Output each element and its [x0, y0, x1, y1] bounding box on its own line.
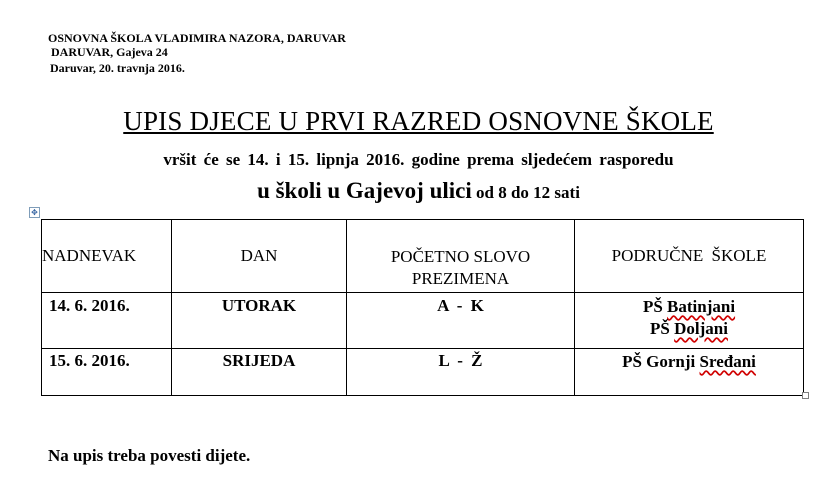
header-date: NADNEVAK — [42, 220, 172, 293]
footer-note: Na upis treba povesti dijete. — [48, 446, 251, 465]
row-date: 15. 6. 2016. — [42, 349, 172, 396]
header-schools: PODRUČNE ŠKOLE — [575, 220, 804, 293]
table-row — [42, 349, 804, 396]
row-letters: L - Ž — [347, 349, 575, 396]
row-schools — [575, 349, 804, 396]
header-day: DAN — [172, 220, 347, 293]
row-date: 14. 6. 2016. — [42, 293, 172, 349]
row-day: UTORAK — [172, 293, 347, 349]
table-resize-handle-icon[interactable] — [802, 392, 809, 399]
header-letters: POČETNO SLOVO PREZIMENA — [347, 220, 575, 293]
document-title: UPIS DJECE U PRVI RAZRED OSNOVNE ŠKOLE — [123, 106, 714, 136]
table-row — [42, 293, 804, 349]
school-prefix: PŠ Gornji — [622, 352, 700, 371]
school-batinjani — [575, 296, 803, 318]
row-schools — [575, 293, 804, 349]
school-doljani — [575, 318, 803, 340]
school-name: OSNOVNA ŠKOLA VLADIMIRA NAZORA, DARUVAR — [48, 31, 346, 45]
time-text: od 8 do 12 sati — [471, 183, 580, 202]
row-day: SRIJEDA — [172, 349, 347, 396]
location-text: u školi u Gajevoj ulici — [257, 178, 472, 203]
school-prefix: PŠ — [650, 319, 675, 338]
row-letters: A - K — [347, 293, 575, 349]
school-gornji-sredani — [575, 351, 803, 373]
school-name-text: Batinjani — [667, 297, 736, 316]
school-prefix: PŠ — [642, 297, 668, 316]
school-name-text: Doljani — [674, 319, 728, 338]
document-date: Daruvar, 20. travnja 2016. — [50, 61, 185, 75]
table-header-row — [42, 220, 804, 293]
table-move-handle-icon[interactable]: ✥ — [29, 207, 40, 218]
school-name-text: Sređani — [699, 352, 756, 371]
school-address: DARUVAR, Gajeva 24 — [51, 45, 168, 59]
subtitle-schedule: vršit će se 14. i 15. lipnja 2016. godine prema sljedećem rasporedu — [163, 150, 674, 169]
subtitle-location — [0, 178, 837, 204]
schedule-table — [41, 219, 804, 396]
